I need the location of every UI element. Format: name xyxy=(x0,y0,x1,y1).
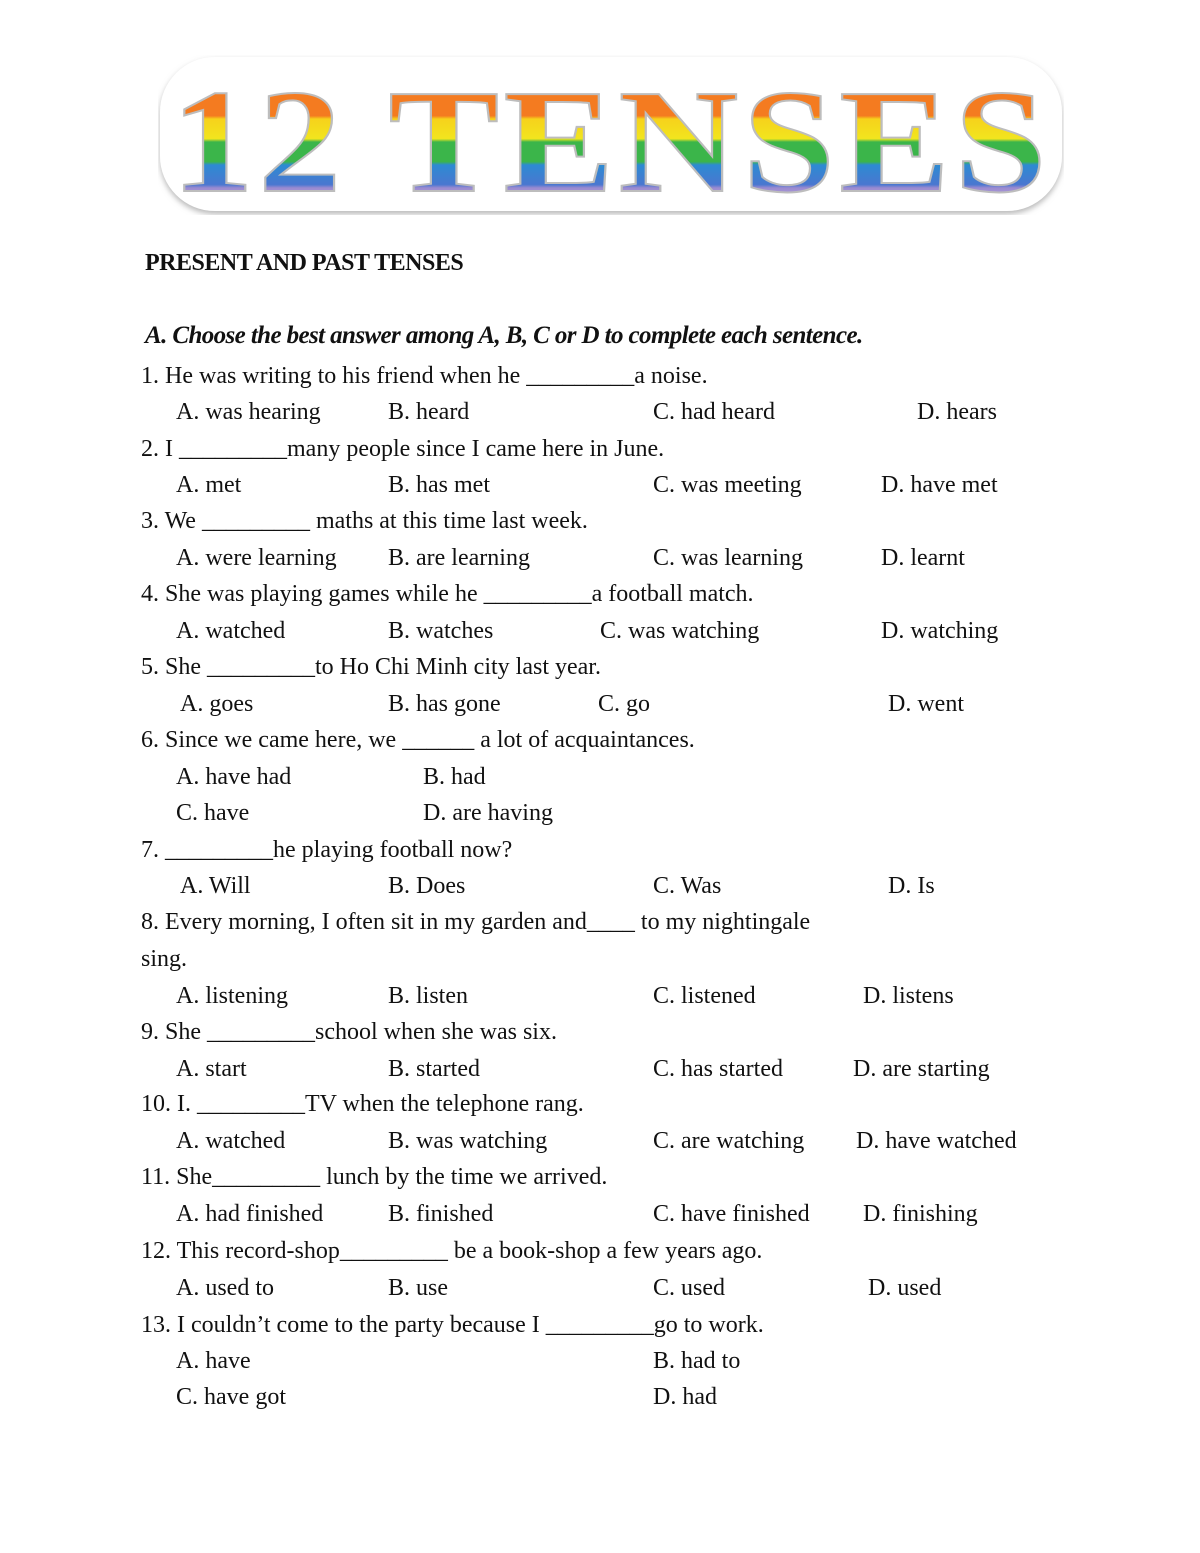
option-2c: C. was meeting xyxy=(653,472,802,498)
option-6a: A. have had xyxy=(176,764,292,790)
option-4b: B. watches xyxy=(388,618,494,644)
option-9a: A. start xyxy=(176,1056,247,1082)
question-9: 9. She _________school when she was six. xyxy=(141,1019,557,1045)
option-12c: C. used xyxy=(653,1275,725,1301)
question-6: 6. Since we came here, we ______ a lot of acquaintances. xyxy=(141,727,695,753)
option-9d: D. are starting xyxy=(853,1056,990,1082)
question-8-continued: sing. xyxy=(141,946,188,972)
section-heading: PRESENT AND PAST TENSES xyxy=(145,250,464,276)
option-12a: A. used to xyxy=(176,1275,274,1301)
question-1: 1. He was writing to his friend when he _________a noise. xyxy=(141,363,708,389)
option-12b: B. use xyxy=(388,1275,448,1301)
option-11c: C. have finished xyxy=(653,1201,810,1227)
option-2d: D. have met xyxy=(881,472,998,498)
option-7a: A. Will xyxy=(180,873,251,899)
question-13: 13. I couldn’t come to the party because I _________go to work. xyxy=(141,1312,764,1338)
option-3b: B. are learning xyxy=(388,545,530,571)
option-5a: A. goes xyxy=(180,691,254,717)
question-12: 12. This record-shop_________ be a book-shop a few years ago. xyxy=(141,1238,763,1264)
option-10a: A. watched xyxy=(176,1128,286,1154)
option-13c: C. have got xyxy=(176,1384,286,1410)
question-7: 7. _________he playing football now? xyxy=(141,837,513,863)
option-10d: D. have watched xyxy=(856,1128,1017,1154)
question-2: 2. I _________many people since I came here in June. xyxy=(141,436,665,462)
instruction: A. Choose the best answer among A, B, C or D to complete each sentence. xyxy=(145,322,863,349)
title-art: 12 TENSES xyxy=(171,60,1051,215)
question-3: 3. We _________ maths at this time last week. xyxy=(141,508,588,534)
option-13a: A. have xyxy=(176,1348,251,1374)
option-2b: B. has met xyxy=(388,472,490,498)
option-12d: D. used xyxy=(868,1275,942,1301)
option-3a: A. were learning xyxy=(176,545,337,571)
question-11: 11. She_________ lunch by the time we arrived. xyxy=(141,1164,608,1190)
question-10: 10. I. _________TV when the telephone rang. xyxy=(141,1091,584,1117)
option-7c: C. Was xyxy=(653,873,722,899)
option-5d: D. went xyxy=(888,691,964,717)
option-13d: D. had xyxy=(653,1384,717,1410)
option-4d: D. watching xyxy=(881,618,999,644)
option-1a: A. was hearing xyxy=(176,399,321,425)
option-7d: D. Is xyxy=(888,873,935,899)
option-4a: A. watched xyxy=(176,618,286,644)
option-11d: D. finishing xyxy=(863,1201,978,1227)
option-6c: C. have xyxy=(176,800,250,826)
option-2a: A. met xyxy=(176,472,242,498)
option-1c: C. had heard xyxy=(653,399,775,425)
option-10c: C. are watching xyxy=(653,1128,805,1154)
option-9c: C. has started xyxy=(653,1056,783,1082)
option-5c: C. go xyxy=(598,691,651,717)
option-7b: B. Does xyxy=(388,873,466,899)
option-1d: D. hears xyxy=(917,399,997,425)
option-13b: B. had to xyxy=(653,1348,741,1374)
question-4: 4. She was playing games while he _________a football match. xyxy=(141,581,754,607)
option-6b: B. had xyxy=(423,764,486,790)
title-banner xyxy=(158,55,1064,215)
option-3d: D. learnt xyxy=(881,545,965,571)
option-3c: C. was learning xyxy=(653,545,803,571)
question-5: 5. She _________to Ho Chi Minh city last year. xyxy=(141,654,601,680)
option-6d: D. are having xyxy=(423,800,553,826)
option-11a: A. had finished xyxy=(176,1201,324,1227)
option-1b: B. heard xyxy=(388,399,470,425)
option-4c: C. was watching xyxy=(600,618,760,644)
option-8c: C. listened xyxy=(653,983,756,1009)
option-8a: A. listening xyxy=(176,983,288,1009)
option-5b: B. has gone xyxy=(388,691,501,717)
option-11b: B. finished xyxy=(388,1201,494,1227)
option-8d: D. listens xyxy=(863,983,954,1009)
option-8b: B. listen xyxy=(388,983,469,1009)
option-9b: B. started xyxy=(388,1056,480,1082)
question-8: 8. Every morning, I often sit in my garden and____ to my nightingale xyxy=(141,909,811,935)
option-10b: B. was watching xyxy=(388,1128,548,1154)
